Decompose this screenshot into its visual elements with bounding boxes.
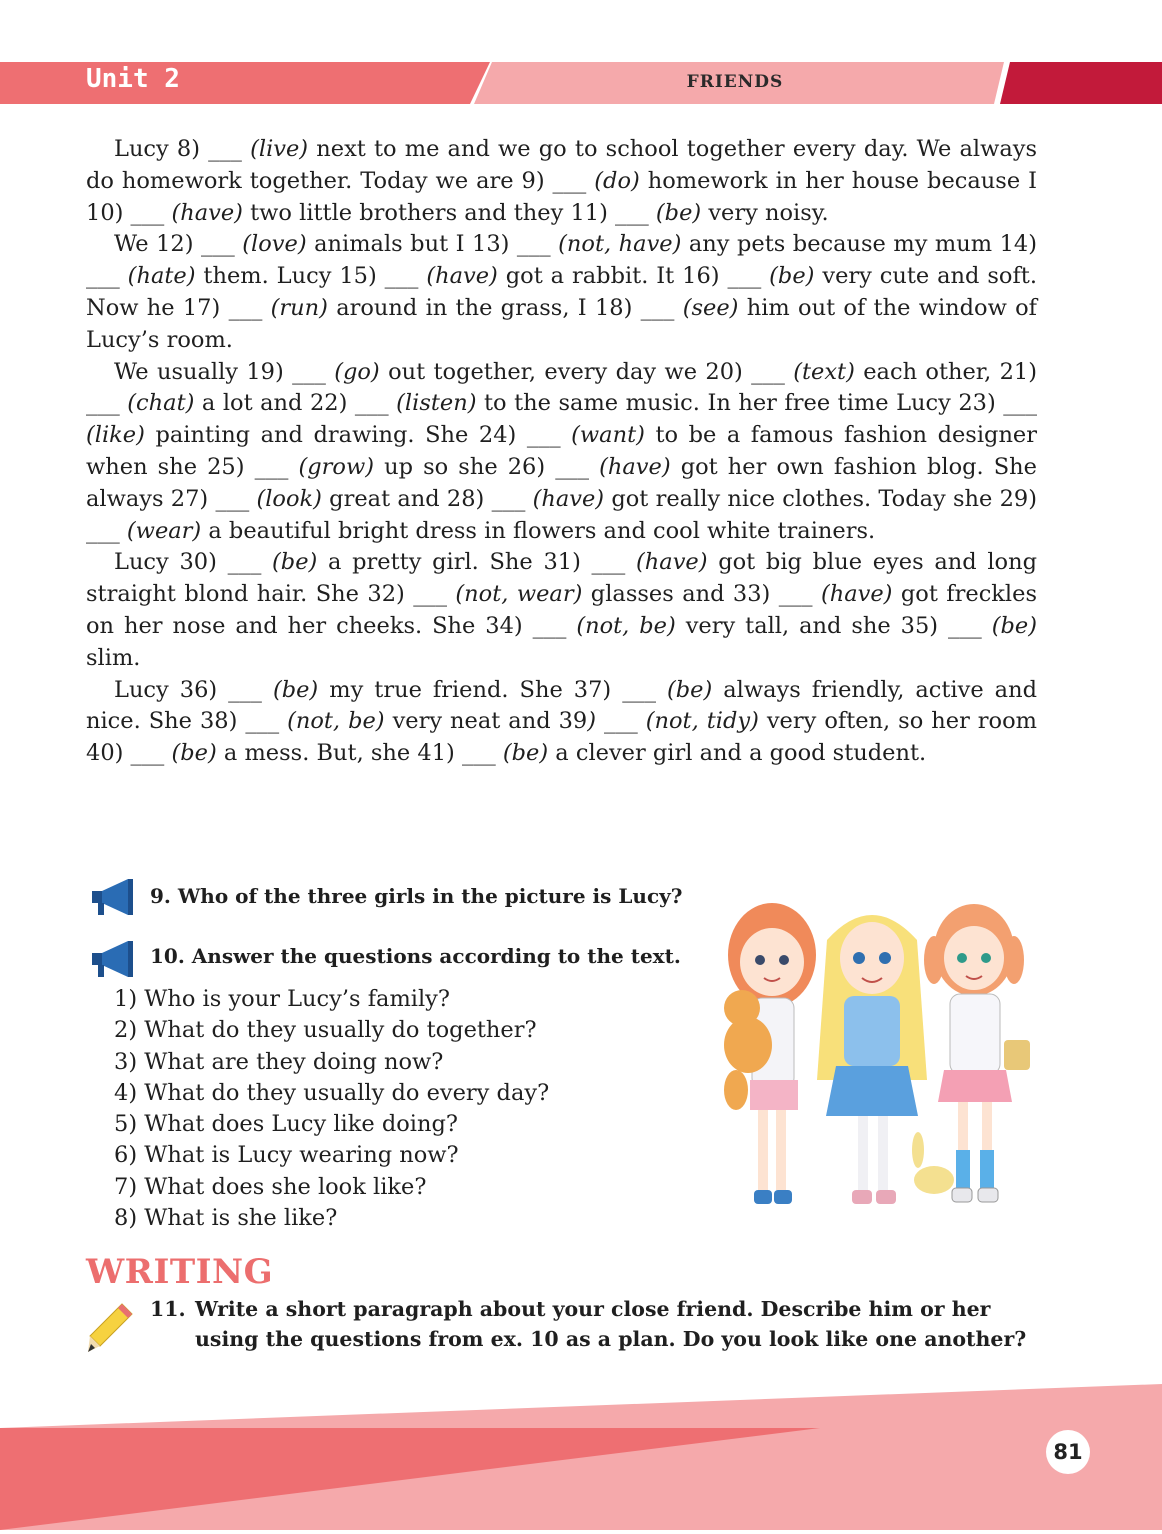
verb-hint: (do) — [594, 167, 640, 194]
verb-hint: (live) — [250, 136, 309, 162]
reading-paragraph — [86, 134, 1037, 229]
megaphone-icon — [88, 876, 138, 920]
text-run: got freckles on her nose and her cheeks. She 34) ___ — [86, 581, 1037, 639]
text-run: to be a famous fashion designer when she 25) ___ — [86, 422, 1038, 480]
list-item: 1) Who is your Lucy’s family? — [114, 986, 450, 1012]
text-run: got her own fashion blog. She always 27) ___ — [86, 453, 1037, 512]
verb-hint: (be) — [171, 740, 217, 767]
verb-hint: (have) — [532, 485, 605, 512]
girl-left — [724, 903, 816, 1204]
verb-hint: (not, tidy) — [645, 708, 759, 735]
verb-hint: (listen) — [396, 390, 477, 417]
pencil-icon — [86, 1300, 136, 1356]
text-run: to the same music. In her free time Lucy 23) ___ — [476, 390, 1038, 417]
text-run: glasses and 33) ___ — [582, 581, 821, 608]
list-item: 6) What is Lucy wearing now? — [114, 1142, 459, 1169]
text-run: next to me and we go to school together every day. We always do homework together. Today we are 9) ___ — [86, 136, 1037, 194]
megaphone-icon — [88, 938, 138, 982]
text-run: homework in her house because I 10) ___ — [86, 167, 1037, 226]
text-run: a clever girl and a good student. — [548, 740, 927, 767]
list-item: 7) What does she look like? — [114, 1173, 427, 1200]
text-run: each other, 21) ___ — [86, 358, 1037, 417]
verb-hint: (run) — [270, 294, 328, 321]
three-girls-illustration — [712, 880, 1042, 1240]
girl-middle — [817, 915, 927, 1204]
verb-hint: (not, have) — [558, 231, 682, 258]
verb-hint: (not, be) — [287, 708, 385, 735]
verb-hint: (see) — [682, 294, 739, 321]
text-run: Lucy 30) ___ — [114, 549, 273, 576]
verb-hint: (want) — [571, 422, 645, 449]
text-run: always friendly, active and nice. She 38) ___ — [86, 676, 1037, 735]
girl-right — [912, 904, 1030, 1202]
reading-paragraph — [86, 675, 1037, 770]
text-run: any pets because my mum 14) ___ — [86, 231, 1037, 290]
page-number: 81 — [1046, 1430, 1090, 1474]
exercise-10-heading: 10. Answer the questions according to the text. — [150, 944, 681, 968]
section-title: FRIENDS — [686, 72, 784, 92]
text-run: got really nice clothes. Today she 29) ___ — [86, 485, 1037, 544]
verb-hint: (be) — [502, 740, 549, 767]
text-run: We usually 19) ___ — [114, 358, 335, 385]
text-run: very often, so her room 40) ___ — [86, 708, 1037, 767]
exercise-9-heading: 9. Who of the three girls in the picture is Lucy? — [150, 884, 683, 908]
verb-hint: (have) — [171, 199, 243, 226]
reading-text — [86, 134, 1037, 770]
text-run: animals but I 13) ___ — [306, 231, 559, 258]
verb-hint: (be) — [991, 612, 1037, 639]
reading-paragraph — [86, 357, 1037, 548]
verb-hint: (go) — [334, 358, 380, 385]
list-item: 2) What do they usually do together? — [114, 1017, 537, 1044]
text-run: a mess. But, she 41) ___ — [216, 740, 503, 767]
text-run: ___ — [596, 708, 646, 735]
text-run: my true friend. She 37) ___ — [318, 676, 667, 703]
text-run: out together, every day we 20) ___ — [379, 358, 794, 385]
text-run: Lucy 8) ___ — [114, 136, 251, 162]
verb-hint: (hate) — [127, 263, 196, 290]
verb-hint: (be) — [655, 199, 702, 226]
verb-hint: (have) — [636, 549, 708, 576]
verb-hint: (wear) — [126, 517, 202, 544]
exercise-11-number: 11. — [150, 1297, 186, 1321]
text-run: two little brothers and they 11) ___ — [242, 199, 656, 226]
text-run: We 12) ___ — [114, 231, 243, 258]
text-run: very tall, and she 35) ___ — [675, 612, 992, 639]
verb-hint: (have) — [426, 263, 498, 290]
text-run: up so she 26) ___ — [374, 453, 600, 480]
list-item: 5) What does Lucy like doing? — [114, 1111, 458, 1138]
verb-hint: (look) — [256, 485, 322, 512]
list-item: 8) What is she like? — [114, 1205, 338, 1232]
verb-hint: (love) — [242, 231, 307, 258]
unit-label: Unit 2 — [86, 64, 180, 94]
verb-hint: (not, wear) — [455, 581, 583, 608]
exercise-11 — [150, 1294, 1038, 1354]
text-run: slim. — [86, 644, 141, 671]
list-item: 3) What are they doing now? — [114, 1048, 444, 1075]
exercise-11-line-1: Write a short paragraph about your close friend. Describe him or her — [195, 1297, 991, 1321]
text-run: a beautiful bright dress in flowers and cool white trainers. — [201, 517, 876, 544]
writing-section-title: WRITING — [86, 1252, 274, 1292]
text-run: him out of the window of Lucy’s room. — [86, 294, 1038, 353]
verb-hint: (have) — [599, 453, 671, 480]
verb-hint: (be) — [666, 676, 713, 703]
verb-hint: (have) — [820, 581, 893, 608]
text-run: around in the grass, I 18) ___ — [327, 294, 683, 321]
text-run: a lot and 22) ___ — [194, 390, 397, 417]
text-run: a pretty girl. She 31) ___ — [317, 549, 637, 576]
text-run: very cute and soft. Now he 17) ___ — [86, 263, 1037, 321]
text-run: Lucy 36) ___ — [114, 676, 273, 703]
reading-paragraph — [86, 229, 1037, 356]
text-run: great and 28) ___ — [321, 485, 533, 512]
page-footer — [0, 1380, 1162, 1530]
text-run: them. Lucy 15) ___ — [195, 263, 427, 290]
question-list — [114, 984, 714, 1234]
verb-hint: (text) — [793, 358, 855, 385]
verb-hint: (be) — [272, 549, 318, 576]
verb-hint: (not, be) — [576, 612, 676, 639]
verb-hint: (be) — [272, 676, 319, 703]
verb-hint: (grow) — [298, 453, 374, 480]
verb-hint: (chat) — [127, 390, 195, 417]
text-run: got a rabbit. It 16) ___ — [497, 263, 770, 290]
text-run: very noisy. — [701, 199, 829, 226]
text-run: very neat and 39 — [384, 708, 588, 735]
list-item: 4) What do they usually do every day? — [114, 1079, 550, 1106]
exercise-11-line-2: using the questions from ex. 10 as a plan. Do you look like one another? — [195, 1327, 1027, 1351]
page-header — [0, 0, 1162, 110]
footer-band — [0, 1380, 1162, 1530]
verb-hint: (like) — [86, 422, 145, 449]
text-run: painting and drawing. She 24) ___ — [144, 422, 572, 449]
verb-hint: (be) — [769, 263, 815, 290]
verb-hint: ) — [587, 708, 596, 735]
text-run: got big blue eyes and long straight blond hair. She 32) ___ — [86, 549, 1037, 608]
reading-paragraph — [86, 547, 1037, 674]
